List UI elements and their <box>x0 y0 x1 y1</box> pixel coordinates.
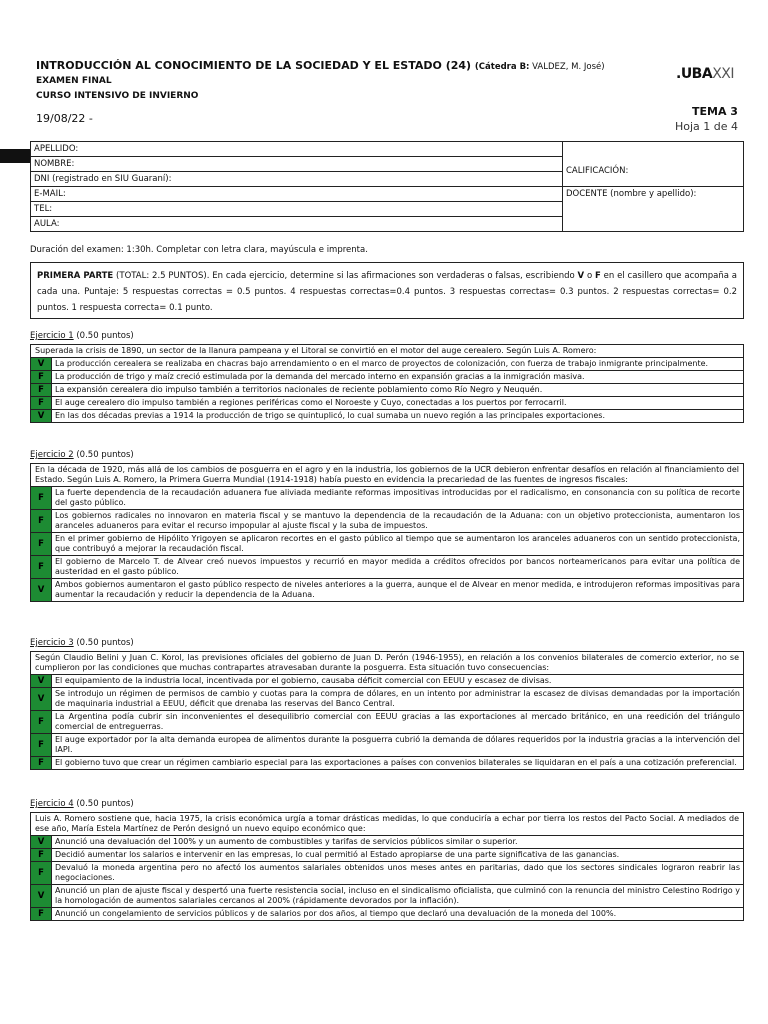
black-bar-mark <box>0 149 30 163</box>
aula-field[interactable]: AULA: <box>31 217 563 232</box>
statement-text: La producción de trigo y maíz creció estimulada por la demanda del mercado interno en expansión gracias a la inmigración masiva. <box>55 372 585 381</box>
statement-text: Se introdujo un régimen de permisos de cambio y cuotas para la compra de dólares, en un intento por administrar la escasez de divisas demandadas por la importación de maquinaria industrial a EEUU, déficit que drenaba las reservas del Banco Central. <box>55 689 740 708</box>
exercise-4 <box>30 812 744 921</box>
list-item <box>31 533 743 556</box>
statement-text: Anunció un plan de ajuste fiscal y despertó una fuerte resistencia social, incluso en el sindicalismo oficialista, que culminó con la renuncia del ministro Celestino Rodrigo y la homologación de aumentos salariales cercanos al 200% (rápidamente devorados por la inflación). <box>55 886 740 905</box>
nombre-field[interactable]: NOMBRE: <box>31 157 563 172</box>
list-item <box>31 711 743 734</box>
statement-text: La fuerte dependencia de la recaudación aduanera fue aliviada mediante reformas impositivas introducidas por el radicalismo, en consonancia con su política de recorte del gasto público. <box>55 488 740 507</box>
list-item <box>31 579 743 601</box>
statement-text: En el primer gobierno de Hipólito Yrigoyen se aplicaron recortes en el gasto público al tiempo que se aumentaron los aranceles aduaneros con un sentido proteccionista, que contribuyó a mejorar la recaudación fiscal. <box>55 534 740 553</box>
exam-type: EXAMEN FINAL <box>36 76 112 86</box>
exercise-4-title: Ejercicio 4 (0.50 puntos) <box>30 799 134 809</box>
list-item <box>31 908 743 920</box>
exercise-1 <box>30 344 744 423</box>
answer-box[interactable]: F <box>31 510 52 532</box>
list-item <box>31 487 743 510</box>
statement-text: Anunció un congelamiento de servicios públicos y de salarios por dos años, al tiempo que declaró una devaluación de la moneda del 100%. <box>55 909 617 918</box>
statement-text: Los gobiernos radicales no innovaron en materia fiscal y se mantuvo la dependencia de la recaudación de la Aduana: con un objetivo proteccionista, aumentaron los aranceles aduaneros para evitar el recurso impopular al ajuste fiscal y la suba de impuestos. <box>55 511 740 530</box>
statement-text: El gobierno de Marcelo T. de Alvear creó nuevos impuestos y recurrió en mayor medida a créditos ofrecidos por bancos norteamericanos para evitar una política de austeridad en el gasto público. <box>55 557 740 576</box>
list-item <box>31 510 743 533</box>
answer-box[interactable]: F <box>31 908 52 920</box>
list-item <box>31 556 743 579</box>
primera-parte-box: PRIMERA PARTE (TOTAL: 2.5 PUNTOS). En cada ejercicio, determine si las afirmaciones son verdaderas o falsas, escribiendo V o F en el casillero que acompaña a cada una. Puntaje: 5 respuestas correctas = 0.5 puntos. 4 respuestas correctas=0.4 puntos. 3 respuestas correctas= 0.3 puntos. 2 respuestas correctas= 0.2 puntos. 1 respuesta correcta= 0.1 punto. <box>30 262 744 319</box>
answer-box[interactable]: F <box>31 397 52 409</box>
list-item <box>31 675 743 688</box>
answer-box[interactable]: V <box>31 358 52 370</box>
exercise-3-title: Ejercicio 3 (0.50 puntos) <box>30 638 134 648</box>
exam-title: INTRODUCCIÓN AL CONOCIMIENTO DE LA SOCIEDAD Y EL ESTADO (24) (Cátedra B: VALDEZ, M. José) <box>36 59 605 72</box>
answer-box[interactable]: F <box>31 384 52 396</box>
statement-text: La expansión cerealera dio impulso también a territorios nacionales de reciente poblamiento como Río Negro y Neuquén. <box>55 385 543 394</box>
answer-box[interactable]: V <box>31 579 52 601</box>
tema-label: TEMA 3 <box>692 105 738 118</box>
statement-text: Decidió aumentar los salarios e intervenir en las empresas, lo cual permitió al Estado apropiarse de una parte significativa de las ganancias. <box>55 850 620 859</box>
statement-text: Anunció una devaluación del 100% y un aumento de combustibles y tarifas de servicios públicos similar o superior. <box>55 837 518 846</box>
answer-box[interactable]: V <box>31 688 52 710</box>
exam-date: 19/08/22 - <box>36 112 93 125</box>
exercise-stem: Luis A. Romero sostiene que, hacia 1975, la crisis económica urgía a tomar drásticas medidas, lo que conduciría a echar por tierra los restos del Pacto Social. A mediados de ese año, María Estela Martínez de Perón designó un nuevo equipo económico que: <box>31 813 743 836</box>
list-item <box>31 734 743 757</box>
answer-box[interactable]: F <box>31 556 52 578</box>
list-item <box>31 384 743 397</box>
answer-box[interactable]: F <box>31 533 52 555</box>
statement-text: En las dos décadas previas a 1914 la producción de trigo se quintuplicó, lo cual sumaba un nuevo región a las principales exportaciones. <box>55 411 605 420</box>
statement-text: Devaluó la moneda argentina pero no afectó los aumentos salariales obtenidos unos meses antes en paritarias, dado que los sectores sindicales lograron reabrir las negociaciones. <box>55 863 740 882</box>
calificacion-field[interactable]: CALIFICACIÓN: <box>563 157 744 187</box>
dni-field[interactable]: DNI (registrado en SIU Guaraní): <box>31 172 563 187</box>
page-indicator: Hoja 1 de 4 <box>675 120 739 133</box>
docente-field[interactable]: DOCENTE (nombre y apellido): <box>563 187 744 232</box>
statement-text: El auge cerealero dio impulso también a regiones periféricas como el Noroeste y Cuyo, conectadas a los puertos por ferrocarril. <box>55 398 567 407</box>
exercise-stem: Según Claudio Belini y Juan C. Korol, las previsiones oficiales del gobierno de Juan D. Perón (1946-1955), en relación a los convenios bilaterales de comercio exterior, no se cumplieron por las condiciones que muchas contrapartes atravesaban durante la posguerra. Esta situación tuvo consecuencias: <box>31 652 743 675</box>
exercise-3 <box>30 651 744 770</box>
answer-box[interactable]: V <box>31 885 52 907</box>
statement-text: El auge exportador por la alta demanda europea de alimentos durante la posguerra cubrió la demanda de dólares requeridos por la industria gracias a la intervención del IAPI. <box>55 735 740 754</box>
list-item <box>31 688 743 711</box>
answer-box[interactable]: V <box>31 836 52 848</box>
list-item <box>31 836 743 849</box>
exercise-stem: En la década de 1920, más allá de los cambios de posguerra en el agro y en la industria, los gobiernos de la UCR debieron enfrentar desafíos en relación al financiamiento del Estado. Según Luis A. Romero, la Primera Guerra Mundial (1914-1918) había puesto en evidencia la precariedad de las fuentes de ingresos fiscales: <box>31 464 743 487</box>
email-field[interactable]: E-MAIL: <box>31 187 563 202</box>
answer-box[interactable]: V <box>31 410 52 422</box>
answer-box[interactable]: F <box>31 371 52 383</box>
tel-field[interactable]: TEL: <box>31 202 563 217</box>
exercise-2-title: Ejercicio 2 (0.50 puntos) <box>30 450 134 460</box>
list-item <box>31 885 743 908</box>
answer-box[interactable]: V <box>31 675 52 687</box>
statement-text: La producción cerealera se realizaba en chacras bajo arrendamiento o en el marco de proyectos de colonización, con fuerza de trabajo inmigrante principalmente. <box>55 359 709 368</box>
answer-box[interactable]: F <box>31 711 52 733</box>
exam-instructions: Duración del examen: 1:30h. Completar con letra clara, mayúscula e imprenta. <box>30 245 368 255</box>
uba-logo: .UBAXXI <box>676 66 735 82</box>
list-item <box>31 862 743 885</box>
answer-box[interactable]: F <box>31 487 52 509</box>
exercise-2 <box>30 463 744 602</box>
statement-text: El gobierno tuvo que crear un régimen cambiario especial para las exportaciones a países con convenios bilaterales se liquidaran en el país a una cotización preferencial. <box>55 758 737 767</box>
answer-box[interactable]: F <box>31 849 52 861</box>
list-item <box>31 849 743 862</box>
list-item <box>31 757 743 769</box>
statement-text: La Argentina podía cubrir sin inconvenientes el desequilibrio comercial con EEUU gracias a las exportaciones al mercado británico, en una reedición del triángulo comercial de entreguerras. <box>55 712 740 731</box>
course-name: CURSO INTENSIVO DE INVIERNO <box>36 91 199 101</box>
catedra: (Cátedra B: VALDEZ, M. José) <box>474 62 605 72</box>
list-item <box>31 358 743 371</box>
statement-text: El equipamiento de la industria local, incentivada por el gobierno, causaba déficit comercial con EEUU y escasez de divisas. <box>55 676 552 685</box>
exercise-1-title: Ejercicio 1 (0.50 puntos) <box>30 331 134 341</box>
answer-box[interactable]: F <box>31 862 52 884</box>
list-item <box>31 397 743 410</box>
list-item <box>31 371 743 384</box>
student-info-table <box>30 141 744 232</box>
exercise-stem: Superada la crisis de 1890, un sector de la llanura pampeana y el Litoral se convirtió en el motor del auge cerealero. Según Luis A. Romero: <box>31 345 743 358</box>
list-item <box>31 410 743 422</box>
statement-text: Ambos gobiernos aumentaron el gasto público respecto de niveles anteriores a la guerra, aunque el de Alvear en menor medida, e introdujeron reformas impositivas para aumentar la recaudación y reducir la dependencia de la Aduana. <box>55 580 740 599</box>
answer-box[interactable]: F <box>31 734 52 756</box>
answer-box[interactable]: F <box>31 757 52 769</box>
apellido-field[interactable]: APELLIDO: <box>31 142 563 157</box>
